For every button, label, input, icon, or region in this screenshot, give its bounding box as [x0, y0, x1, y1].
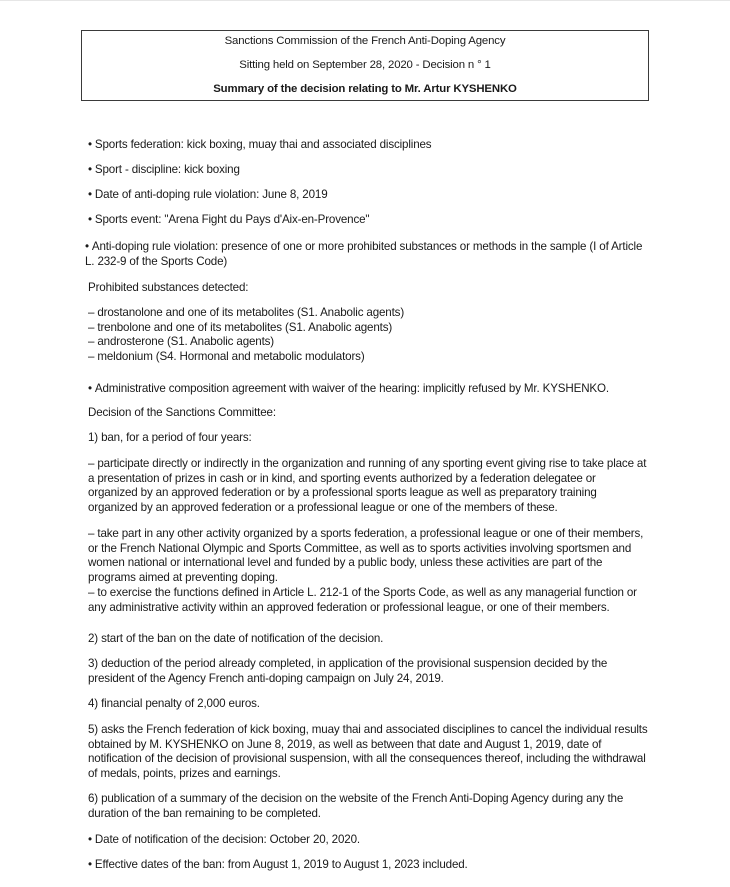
substance-item: – meldonium (S4. Hormonal and metabolic modulators) [88, 349, 365, 363]
fact-sport-discipline [88, 163, 648, 178]
decision-item-6: 6) publication of a summary of the decision on the website of the French Anti-Doping Agency during any the duration of the ban remaining to be completed. [88, 792, 624, 820]
fact-sports-event [88, 213, 648, 228]
effective-dates [88, 858, 648, 873]
ban-clause-c: – to exercise the functions defined in Article L. 212-1 of the Sports Code, as well as any managerial function or any administrative activity within an approved federation or professional league, or one of their members. [88, 586, 637, 614]
decision-heading: Decision of the Sanctions Committee: [88, 406, 276, 419]
fact-violation [85, 240, 645, 269]
administrative-agreement [88, 382, 648, 397]
substances-list [88, 306, 648, 364]
agreement-text: Administrative composition agreement with waiver of the hearing: implicitly refused by Mr. KYSHENKO. [94, 382, 609, 395]
substances-heading: Prohibited substances detected: [88, 281, 249, 294]
substance-item: – drostanolone and one of its metabolites (S1. Anabolic agents) [88, 306, 405, 319]
substance-item: – trenbolone and one of its metabolites (S1. Anabolic agents) [88, 320, 393, 334]
header-commission: Sanctions Commission of the French Anti-Doping Agency [224, 35, 506, 47]
fact-text: Date of anti-doping rule violation: June 8, 2019 [94, 188, 328, 201]
ban-clause-b: – take part in any other activity organized by a sports federation, a professional league or one of their members, or the French National Olympic and Sports Committee, as well as to sports activities involving sportsmen and women national or international level and funded by a public body, unless these activities are part of the programs aimed at preventing doping. [88, 527, 644, 584]
document-header-box [81, 30, 649, 101]
decision-item-2: 2) start of the ban on the date of notification of the decision. [88, 632, 384, 645]
decision-item-4: 4) financial penalty of 2,000 euros. [88, 697, 260, 710]
fact-violation-date [88, 188, 648, 203]
ban-clause-a: – participate directly or indirectly in the organization and running of any sporting event giving rise to take place at a presentation of prizes in cash or in kind, and sporting events authorized by a federation delegatee or organized by an approved federation or by a professional sports league as well as preparatory training organized by an approved federation or a professional league or one of the members of these. [88, 457, 647, 514]
decision-item-3: 3) deduction of the period already completed, in application of the provisional suspension decided by the president of the Agency French anti-doping campaign on July 24, 2019. [88, 657, 608, 685]
fact-text: Sport - discipline: kick boxing [94, 163, 240, 176]
fact-text: Sports federation: kick boxing, muay thai and associated disciplines [94, 138, 432, 151]
fact-text: Anti-doping rule violation: presence of one or more prohibited substances or methods in the sample (I of Article L. 232-9 of the Sports Code) [85, 240, 643, 268]
fact-text: Sports event: "Arena Fight du Pays d'Aix-en-Provence" [94, 213, 370, 226]
top-border [0, 0, 730, 1]
notification-text: Date of notification of the decision: October 20, 2020. [94, 833, 360, 846]
header-summary-title: Summary of the decision relating to Mr. Artur KYSHENKO [213, 83, 517, 95]
substance-item: – androsterone (S1. Anabolic agents) [88, 335, 275, 349]
decision-item-1: 1) ban, for a period of four years: [88, 431, 252, 444]
header-sitting: Sitting held on September 28, 2020 - Decision n ° 1 [239, 59, 491, 71]
fact-sports-federation [88, 138, 648, 153]
decision-item-5: 5) asks the French federation of kick boxing, muay thai and associated disciplines to cancel the individual results obtained by M. KYSHENKO on June 8, 2019, as well as between that date and August 1, 2019, date of notification of the decision of provisional suspension, with all the consequences thereof, including the withdrawal of medals, points, prizes and earnings. [88, 723, 648, 780]
notification-date [88, 833, 648, 848]
effective-dates-text: Effective dates of the ban: from August 1, 2019 to August 1, 2023 included. [94, 858, 468, 871]
